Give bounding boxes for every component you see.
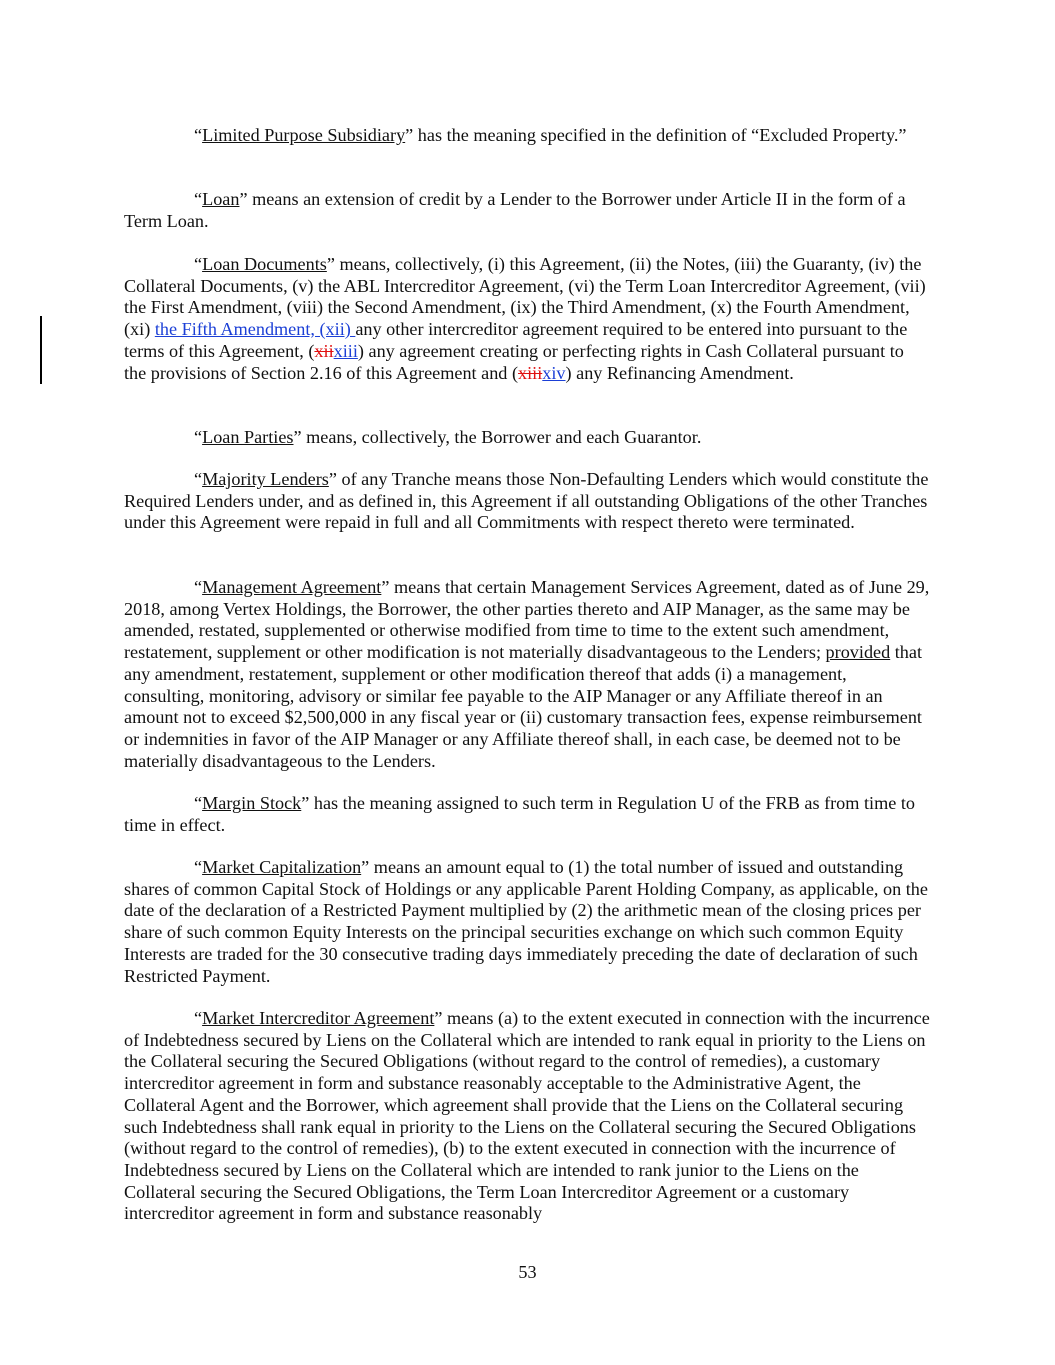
defined-term: Loan Documents <box>202 254 327 274</box>
definition-limited-purpose-subsidiary <box>124 125 930 147</box>
defined-term: Loan Parties <box>202 427 294 447</box>
definition-text: ” means that certain Management Services Agreement, dated as of June 29, 2018, among Vertex Holdings, the Borrower, the other parties thereto and AIP Manager, as the same may be amended, restated, supplemented or otherwise modified from time to time to the extent such amendment, restatement, supplement or other modification is not materially disadvantageous to the Lenders; <box>124 577 930 663</box>
definition-loan <box>124 189 930 232</box>
defined-term: Market Capitalization <box>202 857 362 877</box>
inserted-text: the Fifth Amendment, (xii) <box>154 319 356 340</box>
inserted-text: xiii <box>333 340 358 361</box>
definition-text: ” means an amount equal to (1) the total number of issued and outstanding shares of common Capital Stock of Holdings or any applicable Parent Holding Company, as applicable, on the date of the declaration of a Restricted Payment multiplied by (2) the arithmetic mean of the closing prices per share of such common Equity Interests on the principal securities exchange on which such common Equity Interests are traded for the 30 consecutive trading days immediately preceding the date of declaration of such Restricted Payment. <box>124 857 928 986</box>
open-quote: “ <box>194 793 203 813</box>
definition-loan-documents <box>124 254 930 384</box>
definition-text: ” has the meaning assigned to such term in Regulation U of the FRB as from time to time in effect. <box>124 793 915 835</box>
deleted-text: xii <box>314 340 334 361</box>
defined-term: Margin Stock <box>202 793 302 813</box>
open-quote: “ <box>194 577 203 597</box>
open-quote: “ <box>194 469 203 489</box>
definition-text: ) any agreement creating or perfecting rights in Cash Collateral pursuant to the provisions of Section 2.16 of this Agreement and ( <box>124 340 904 383</box>
definition-market-capitalization <box>124 857 930 987</box>
inserted-text: xiv <box>542 362 566 383</box>
defined-term: Loan <box>202 189 240 209</box>
definition-text: ” means (a) to the extent executed in connection with the incurrence of Indebtedness secured by Liens on the Collateral which are intended to rank equal in priority to the Liens on the Collateral securing the Secured Obligations (without regard to the control of remedies), a customary intercreditor agreement in form and substance reasonably acceptable to the Administrative Agent, the Collateral Agent and the Borrower, which agreement shall provide that the Liens on the Collateral securing such Indebtedness shall rank equal in priority to the Liens on the Collateral securing the Secured Obligations (without regard to the control of remedies), (b) to the extent executed in connection with the incurrence of Indebtedness secured by Liens on the Collateral which are intended to rank junior to the Liens on the Collateral securing the Secured Obligations, the Term Loan Intercreditor Agreement or a customary intercreditor agreement in form and substance reasonably <box>124 1008 930 1224</box>
definition-text: ” of any Tranche means those Non-Defaulting Lenders which would constitute the Required Lenders under, and as defined in, this Agreement if all outstanding Obligations of the other Tranches under this Agreement were repaid in full and all Commitments with respect thereto were terminated. <box>124 469 929 533</box>
defined-term: Market Intercreditor Agreement <box>202 1008 435 1028</box>
definition-market-intercreditor-agreement <box>124 1008 930 1225</box>
open-quote: “ <box>194 125 203 145</box>
open-quote: “ <box>194 427 203 447</box>
defined-term: Management Agreement <box>202 577 382 597</box>
definition-text: ” has the meaning specified in the definition of “Excluded Property.” <box>405 125 907 145</box>
defined-term: Majority Lenders <box>202 469 329 489</box>
page-number: 53 <box>518 1262 537 1282</box>
deleted-text: xiii <box>518 362 543 383</box>
provided-term: provided <box>825 642 891 663</box>
definition-text: ) any Refinancing Amendment. <box>565 362 794 383</box>
definition-majority-lenders <box>124 469 930 534</box>
definition-text: any other intercreditor agreement required to be entered into pursuant to the terms of this Agreement, ( <box>124 319 908 361</box>
open-quote: “ <box>194 189 203 209</box>
open-quote: “ <box>194 254 203 274</box>
revision-change-bar <box>40 316 42 384</box>
definition-management-agreement <box>124 577 930 772</box>
definition-text: ” means, collectively, (i) this Agreement, (ii) the Notes, (iii) the Guaranty, (iv) the Collateral Documents, (v) the ABL Intercreditor Agreement, (vi) the Term Loan Intercreditor Agreement, (vii) the First Amendment, (viii) the Second Amendment, (ix) the Third Amendment, (x) the Fourth Amendment, (xi) <box>124 254 926 340</box>
definition-margin-stock <box>124 793 930 836</box>
definition-loan-parties <box>124 427 930 449</box>
definition-text: ” means an extension of credit by a Lender to the Borrower under Article II in the form of a Term Loan. <box>124 189 906 231</box>
definition-text: ” means, collectively, the Borrower and each Guarantor. <box>293 427 702 447</box>
open-quote: “ <box>194 1008 203 1028</box>
open-quote: “ <box>194 857 203 877</box>
definition-text: that any amendment, restatement, supplement or other modification thereof that adds (i) a management, consulting, monitoring, advisory or similar fee payable to the AIP Manager or any Affiliate thereof in an amount not to exceed $2,500,000 in any fiscal year or (ii) customary transaction fees, expense reimbursement or indemnities in favor of the AIP Manager or any Affiliate thereof shall, in each case, be deemed not to be materially disadvantageous to the Lenders. <box>124 642 923 771</box>
defined-term: Limited Purpose Subsidiary <box>202 125 406 145</box>
